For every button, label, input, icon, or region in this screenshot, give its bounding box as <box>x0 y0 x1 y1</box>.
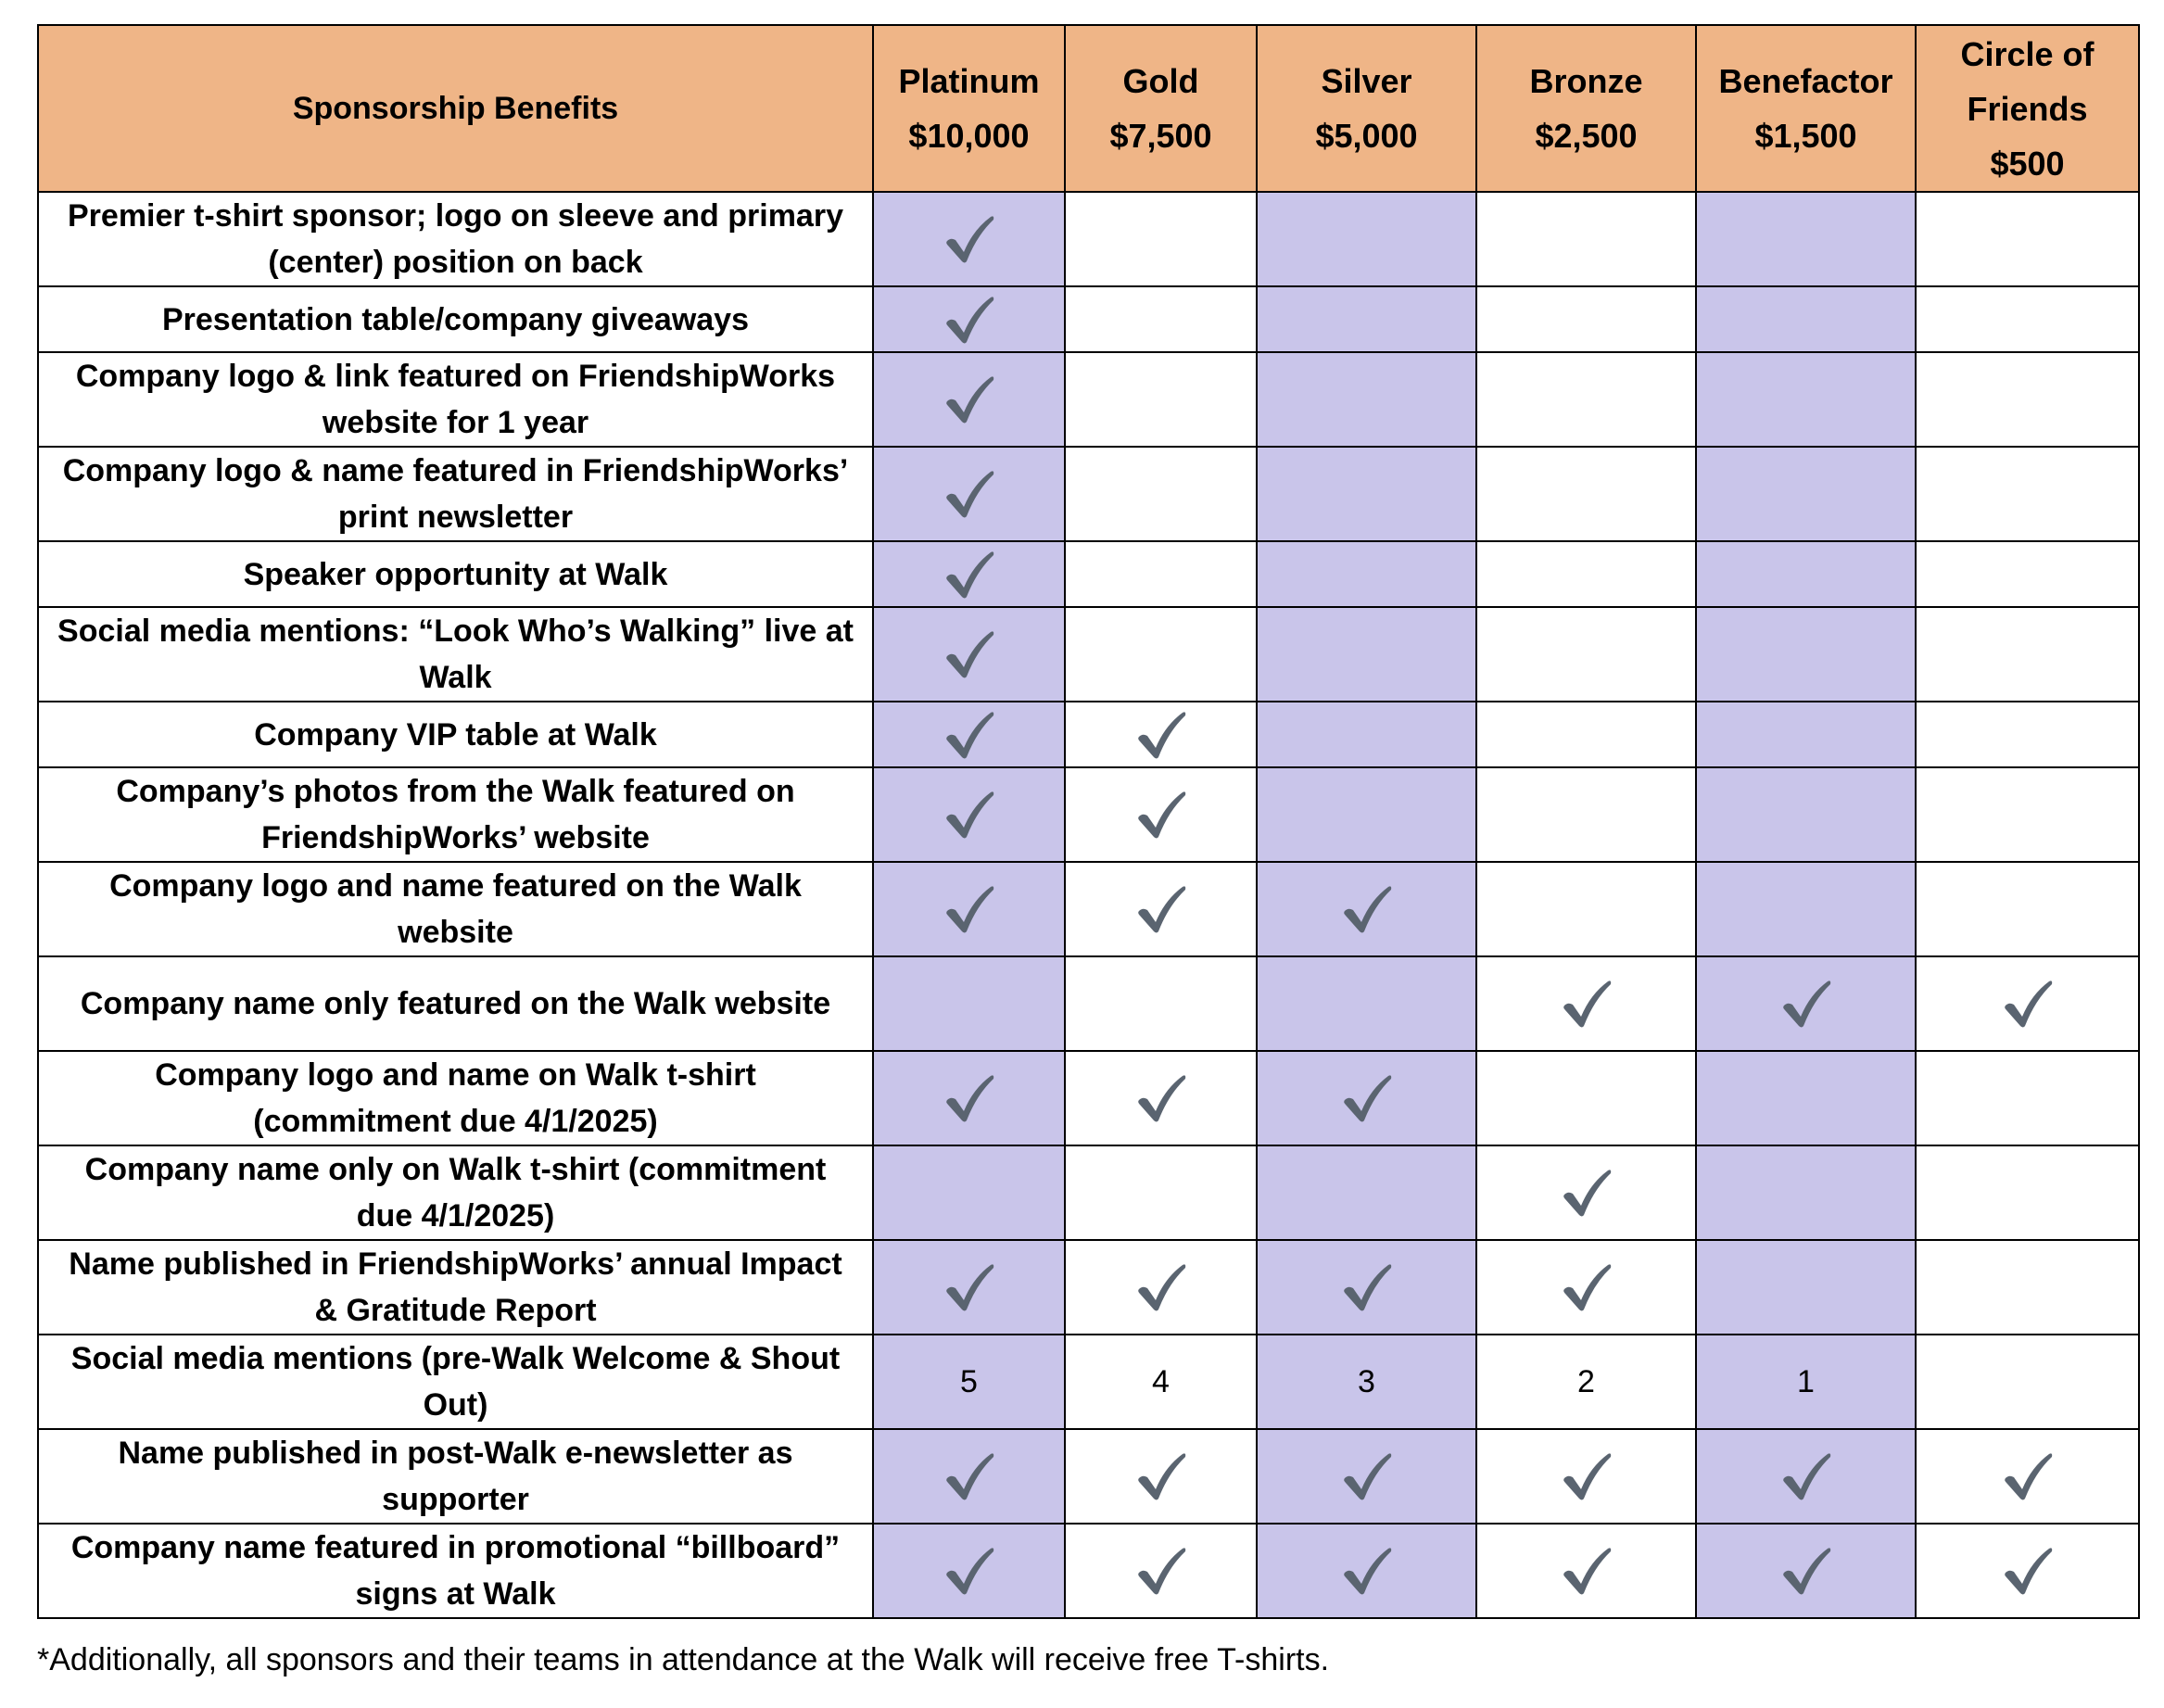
benefit-label: Company logo & link featured on FriendshipWorks website for 1 year <box>38 352 873 447</box>
tier-cell <box>1696 352 1916 447</box>
tier-price: $2,500 <box>1535 117 1638 155</box>
tier-cell <box>1916 1335 2139 1429</box>
mention-count: 1 <box>1797 1363 1815 1399</box>
tier-cell <box>1696 447 1916 541</box>
tier-cell <box>1696 1429 1916 1524</box>
tier-cell <box>873 1240 1065 1335</box>
tier-cell <box>1257 1240 1476 1335</box>
benefit-label: Company name only on Walk t-shirt (commitment due 4/1/2025) <box>38 1145 873 1240</box>
benefit-label: Company VIP table at Walk <box>38 702 873 767</box>
mention-count: 2 <box>1577 1363 1595 1399</box>
tier-cell <box>873 1335 1065 1429</box>
tier-cell <box>873 1145 1065 1240</box>
tier-cell <box>873 541 1065 607</box>
tier-cell <box>1916 956 2139 1051</box>
benefit-label: Presentation table/company giveaways <box>38 286 873 352</box>
benefit-rows <box>38 192 2139 1618</box>
tier-cell <box>1065 447 1257 541</box>
benefit-label: Name published in FriendshipWorks’ annual Impact & Gratitude Report <box>38 1240 873 1335</box>
tier-cell <box>1476 286 1696 352</box>
tier-cell <box>873 607 1065 702</box>
tier-cell <box>1065 192 1257 286</box>
benefit-row <box>38 956 2139 1051</box>
check-icon <box>942 1259 997 1315</box>
tier-cell <box>1916 767 2139 862</box>
tier-cell <box>1916 1429 2139 1524</box>
tier-name: Gold <box>1122 62 1199 100</box>
tier-cell <box>873 1051 1065 1145</box>
tier-cell <box>1065 541 1257 607</box>
tier-header-benefactor <box>1696 25 1916 192</box>
benefit-row <box>38 447 2139 541</box>
benefit-row <box>38 607 2139 702</box>
tier-cell <box>873 956 1065 1051</box>
benefit-row <box>38 352 2139 447</box>
tier-cell <box>1476 1524 1696 1618</box>
check-icon <box>1339 1449 1395 1504</box>
tier-cell <box>1065 1240 1257 1335</box>
tier-cell <box>1696 1524 1916 1618</box>
tier-cell <box>873 352 1065 447</box>
tier-cell <box>1257 1051 1476 1145</box>
benefit-row <box>38 1051 2139 1145</box>
tier-cell <box>1916 1524 2139 1618</box>
check-icon <box>942 1070 997 1126</box>
tier-cell <box>873 767 1065 862</box>
benefit-row <box>38 767 2139 862</box>
tier-cell <box>1476 192 1696 286</box>
tier-cell <box>1065 767 1257 862</box>
check-icon <box>1133 881 1189 937</box>
benefit-column-header: Sponsorship Benefits <box>38 25 873 192</box>
tier-cell <box>1696 1240 1916 1335</box>
tier-cell <box>1257 702 1476 767</box>
tier-cell <box>1476 1335 1696 1429</box>
check-icon <box>1133 787 1189 842</box>
check-icon <box>1339 1543 1395 1599</box>
tier-cell <box>1696 702 1916 767</box>
tier-cell <box>1257 447 1476 541</box>
check-icon <box>1559 1165 1614 1221</box>
header-row <box>38 25 2139 192</box>
tier-cell <box>873 447 1065 541</box>
benefit-label: Company name only featured on the Walk website <box>38 956 873 1051</box>
mention-count: 5 <box>960 1363 978 1399</box>
tier-cell <box>1257 1335 1476 1429</box>
tier-cell <box>1916 607 2139 702</box>
tier-name: Silver <box>1321 62 1412 100</box>
tier-cell <box>1257 1429 1476 1524</box>
tier-cell <box>1696 286 1916 352</box>
tier-cell <box>1065 862 1257 956</box>
tier-cell <box>1476 956 1696 1051</box>
benefit-label: Name published in post-Walk e-newsletter as supporter <box>38 1429 873 1524</box>
tier-cell <box>873 1429 1065 1524</box>
tier-cell <box>1065 352 1257 447</box>
benefit-row <box>38 1335 2139 1429</box>
tier-cell <box>1257 1145 1476 1240</box>
tier-cell <box>1065 702 1257 767</box>
check-icon <box>2000 976 2056 1031</box>
tier-cell <box>1257 192 1476 286</box>
tier-cell <box>1916 1145 2139 1240</box>
check-icon <box>942 292 997 348</box>
mention-count: 4 <box>1152 1363 1170 1399</box>
tier-header-silver <box>1257 25 1476 192</box>
tier-cell <box>1696 1335 1916 1429</box>
benefit-row <box>38 1429 2139 1524</box>
tier-header-bronze <box>1476 25 1696 192</box>
tier-price: $1,500 <box>1754 117 1857 155</box>
tier-header-platinum <box>873 25 1065 192</box>
tier-price: $500 <box>1990 144 2065 183</box>
benefit-label: Company’s photos from the Walk featured on FriendshipWorks’ website <box>38 767 873 862</box>
check-icon <box>1339 1070 1395 1126</box>
tier-cell <box>1257 956 1476 1051</box>
benefit-row <box>38 702 2139 767</box>
tier-cell <box>1916 447 2139 541</box>
benefit-label: Social media mentions: “Look Who’s Walking” live at Walk <box>38 607 873 702</box>
tier-cell <box>1257 607 1476 702</box>
tier-price: $5,000 <box>1315 117 1418 155</box>
check-icon <box>942 787 997 842</box>
tier-cell <box>1257 767 1476 862</box>
tier-cell <box>1065 1335 1257 1429</box>
benefit-label: Company logo and name featured on the Walk website <box>38 862 873 956</box>
benefit-row <box>38 1240 2139 1335</box>
tier-cell <box>1476 447 1696 541</box>
check-icon <box>2000 1543 2056 1599</box>
tier-cell <box>873 192 1065 286</box>
sponsorship-sheet <box>37 24 2138 1619</box>
check-icon <box>942 547 997 602</box>
tier-cell <box>1696 767 1916 862</box>
tier-cell <box>1257 541 1476 607</box>
check-icon <box>1339 1259 1395 1315</box>
check-icon <box>942 211 997 267</box>
tier-price: $10,000 <box>908 117 1030 155</box>
tier-name: Benefactor <box>1718 62 1893 100</box>
tier-cell <box>1916 352 2139 447</box>
benefit-row <box>38 862 2139 956</box>
check-icon <box>942 707 997 763</box>
tier-cell <box>1476 541 1696 607</box>
tier-cell <box>1696 541 1916 607</box>
check-icon <box>2000 1449 2056 1504</box>
tier-cell <box>1476 702 1696 767</box>
check-icon <box>942 1449 997 1504</box>
tier-header-gold <box>1065 25 1257 192</box>
benefit-row <box>38 541 2139 607</box>
check-icon <box>942 626 997 682</box>
tier-cell <box>1916 702 2139 767</box>
check-icon <box>942 881 997 937</box>
tier-cell <box>1916 286 2139 352</box>
tier-cell <box>1696 862 1916 956</box>
tier-cell <box>1476 1145 1696 1240</box>
benefit-row <box>38 1145 2139 1240</box>
check-icon <box>1559 976 1614 1031</box>
check-icon <box>1133 1543 1189 1599</box>
tier-cell <box>1257 1524 1476 1618</box>
tier-cell <box>1257 286 1476 352</box>
benefit-label: Social media mentions (pre-Walk Welcome & Shout Out) <box>38 1335 873 1429</box>
tier-cell <box>1916 192 2139 286</box>
tier-cell <box>1696 192 1916 286</box>
benefit-label: Speaker opportunity at Walk <box>38 541 873 607</box>
tier-cell <box>873 286 1065 352</box>
tier-cell <box>1257 352 1476 447</box>
tier-cell <box>1696 1051 1916 1145</box>
tier-header-circle-of-friends <box>1916 25 2139 192</box>
tier-cell <box>873 702 1065 767</box>
check-icon <box>1559 1449 1614 1504</box>
tier-cell <box>1476 607 1696 702</box>
tier-cell <box>1476 352 1696 447</box>
tier-name: Platinum <box>898 62 1040 100</box>
tier-cell <box>1065 1145 1257 1240</box>
tier-cell <box>1065 286 1257 352</box>
check-icon <box>942 466 997 522</box>
tier-cell <box>1257 862 1476 956</box>
check-icon <box>1133 1449 1189 1504</box>
tier-cell <box>1916 541 2139 607</box>
check-icon <box>1133 1259 1189 1315</box>
tier-name: Circle of Friends <box>1960 34 2094 128</box>
tier-cell <box>873 1524 1065 1618</box>
tier-cell <box>1476 1429 1696 1524</box>
benefit-label: Premier t-shirt sponsor; logo on sleeve and primary (center) position on back <box>38 192 873 286</box>
tier-cell <box>1696 1145 1916 1240</box>
tier-cell <box>1065 956 1257 1051</box>
check-icon <box>1133 1070 1189 1126</box>
check-icon <box>1339 881 1395 937</box>
tier-cell <box>1476 1240 1696 1335</box>
check-icon <box>1559 1543 1614 1599</box>
tier-price: $7,500 <box>1109 117 1212 155</box>
check-icon <box>942 1543 997 1599</box>
tier-cell <box>1476 767 1696 862</box>
sponsorship-benefits-table <box>37 24 2140 1619</box>
tier-cell <box>1696 607 1916 702</box>
benefit-row <box>38 1524 2139 1618</box>
tier-cell <box>1916 1240 2139 1335</box>
benefit-row <box>38 286 2139 352</box>
benefit-label: Company logo and name on Walk t-shirt (commitment due 4/1/2025) <box>38 1051 873 1145</box>
tier-name: Bronze <box>1529 62 1643 100</box>
benefit-label: Company name featured in promotional “billboard” signs at Walk <box>38 1524 873 1618</box>
tier-cell <box>1065 607 1257 702</box>
check-icon <box>1133 707 1189 763</box>
tier-cell <box>1065 1429 1257 1524</box>
tier-cell <box>1916 1051 2139 1145</box>
check-icon <box>1778 1449 1834 1504</box>
tier-cell <box>1916 862 2139 956</box>
footnote: *Additionally, all sponsors and their teams in attendance at the Walk will receive free T-shirts. <box>37 1642 1330 1677</box>
tier-cell <box>1476 862 1696 956</box>
benefit-row <box>38 192 2139 286</box>
tier-cell <box>1696 956 1916 1051</box>
tier-cell <box>1065 1051 1257 1145</box>
tier-cell <box>1476 1051 1696 1145</box>
tier-cell <box>1065 1524 1257 1618</box>
mention-count: 3 <box>1358 1363 1375 1399</box>
check-icon <box>942 372 997 427</box>
check-icon <box>1559 1259 1614 1315</box>
check-icon <box>1778 1543 1834 1599</box>
tier-cell <box>873 862 1065 956</box>
check-icon <box>1778 976 1834 1031</box>
benefit-label: Company logo & name featured in FriendshipWorks’ print newsletter <box>38 447 873 541</box>
